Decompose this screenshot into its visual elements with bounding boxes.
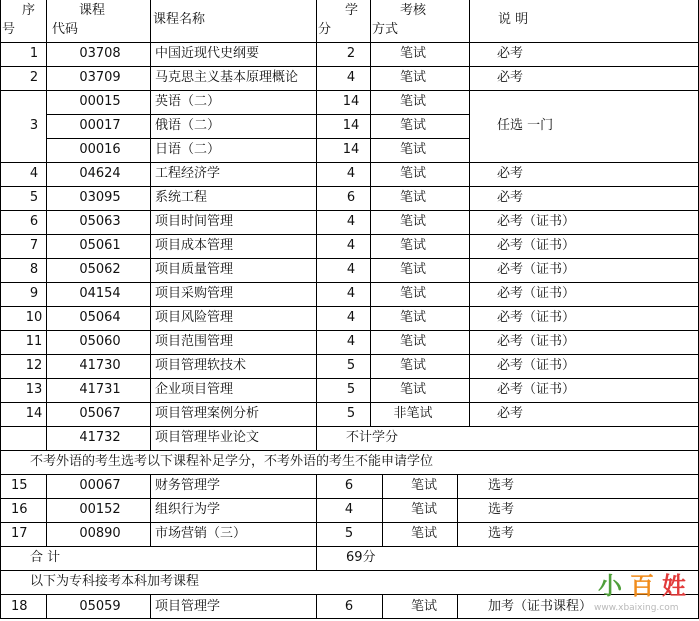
row-divider [0, 186, 699, 187]
course-name: 项目质量管理 [155, 262, 234, 277]
row-divider [0, 426, 699, 427]
course-seq: 13 [25, 382, 43, 397]
elective-name: 组织行为学 [155, 502, 221, 517]
thesis-credit: 不计学分 [346, 430, 399, 445]
course-note: 必考（证书） [497, 310, 576, 325]
thesis-code: 41732 [79, 430, 121, 445]
course-seq: 2 [29, 70, 39, 85]
elective-credit: 5 [344, 526, 354, 541]
course-name: 项目管理软技术 [155, 358, 247, 373]
row-divider [0, 498, 699, 499]
course-exam: 笔试 [399, 310, 427, 325]
row-divider [0, 234, 699, 235]
row-divider [0, 618, 699, 619]
course-code: 05062 [79, 262, 121, 277]
row-divider [0, 90, 699, 91]
column-divider [150, 0, 151, 450]
course-exam: 笔试 [399, 118, 427, 133]
course-seq: 4 [29, 166, 39, 181]
course-name: 项目成本管理 [155, 238, 234, 253]
extra-credit: 6 [344, 599, 354, 614]
row-divider [46, 114, 469, 115]
course-credit: 6 [346, 190, 356, 205]
row-divider [46, 138, 469, 139]
elective-seq: 16 [11, 502, 28, 517]
column-divider [457, 594, 458, 619]
course-credit: 14 [342, 94, 360, 109]
course-exam: 笔试 [399, 214, 427, 229]
elective-code: 00890 [79, 526, 121, 541]
course-name: 系统工程 [155, 190, 208, 205]
header-code-bottom: 代码 [52, 22, 79, 37]
course-seq: 7 [29, 238, 39, 253]
row-divider [0, 378, 699, 379]
course-credit: 4 [346, 286, 356, 301]
watermark-glyph: 姓 [662, 571, 686, 600]
course-exam: 笔试 [399, 286, 427, 301]
course-name: 项目范围管理 [155, 334, 234, 349]
elective-exam: 笔试 [410, 502, 438, 517]
course-code: 03708 [79, 46, 121, 61]
course-credit: 4 [346, 70, 356, 85]
course-credit: 4 [346, 262, 356, 277]
course-exam: 笔试 [399, 94, 427, 109]
column-divider [316, 474, 317, 570]
course-code: 05064 [79, 310, 121, 325]
row-divider [0, 306, 699, 307]
row-divider [0, 66, 699, 67]
course-code: 03709 [79, 70, 121, 85]
elective-note: 选考 [488, 502, 515, 517]
course-name: 英语（二） [155, 94, 221, 109]
course-code: 04624 [79, 166, 121, 181]
total-value: 69分 [346, 550, 376, 565]
course-seq: 9 [29, 286, 39, 301]
watermark-url: www.xbaixing.com [594, 603, 679, 613]
course-name: 项目管理案例分析 [155, 406, 260, 421]
course-seq: 6 [29, 214, 39, 229]
course-exam: 笔试 [399, 358, 427, 373]
column-divider [46, 594, 47, 619]
column-divider [150, 474, 151, 546]
course-note: 必考 [497, 46, 524, 61]
section-extra-note: 以下为专科接考本科加考课程 [30, 574, 200, 589]
course-note: 必考（证书） [497, 238, 576, 253]
total-label: 合 计 [30, 550, 61, 565]
elective-name: 市场营销（三） [155, 526, 247, 541]
course-exam: 非笔试 [393, 406, 433, 421]
row-divider [0, 330, 699, 331]
header-note: 说 明 [498, 12, 529, 27]
extra-note: 加考（证书课程） [488, 599, 593, 614]
course-seq: 8 [29, 262, 39, 277]
course-name: 企业项目管理 [155, 382, 234, 397]
course-credit: 4 [346, 334, 356, 349]
course-note: 必考（证书） [497, 214, 576, 229]
section-no-language-note: 不考外语的考生选考以下课程补足学分，不考外语的考生不能申请学位 [30, 454, 434, 469]
elective-exam: 笔试 [410, 526, 438, 541]
header-seq-top: 序 [22, 3, 36, 18]
course-seq: 11 [25, 334, 43, 349]
column-divider [46, 0, 47, 450]
row-divider [0, 522, 699, 523]
course-code: 41730 [79, 358, 121, 373]
course-note: 必考 [497, 406, 524, 421]
watermark-glyph: 小 [598, 571, 622, 600]
course-exam: 笔试 [399, 70, 427, 85]
column-divider [150, 594, 151, 619]
row-divider [0, 258, 699, 259]
elective-code: 00067 [79, 478, 121, 493]
course-note: 必考 [497, 166, 524, 181]
course-exam: 笔试 [399, 382, 427, 397]
course-name: 项目采购管理 [155, 286, 234, 301]
xbaixing-watermark [568, 566, 694, 618]
header-code-top: 课程 [79, 3, 106, 18]
course-credit: 4 [346, 238, 356, 253]
thesis-name: 项目管理毕业论文 [155, 430, 260, 445]
course-code: 41731 [79, 382, 121, 397]
course-credit: 14 [342, 142, 360, 157]
course-code: 05063 [79, 214, 121, 229]
course-note: 必考 [497, 70, 524, 85]
course-code: 05061 [79, 238, 121, 253]
course-note: 必考 [497, 190, 524, 205]
header-exam-top: 考核 [400, 3, 427, 18]
course-seq: 5 [29, 190, 39, 205]
row-divider [0, 450, 699, 451]
row-divider [0, 354, 699, 355]
header-course-name: 课程名称 [153, 12, 206, 27]
course-note: 必考（证书） [497, 262, 576, 277]
course-code: 05060 [79, 334, 121, 349]
course-credit: 4 [346, 310, 356, 325]
row-divider [0, 210, 699, 211]
course-seq: 12 [25, 358, 43, 373]
extra-exam: 笔试 [410, 599, 438, 614]
extra-seq: 18 [11, 599, 28, 614]
column-divider [316, 594, 317, 619]
row-divider [0, 42, 699, 43]
course-exam: 笔试 [399, 238, 427, 253]
course-credit: 5 [346, 358, 356, 373]
course-name: 项目风险管理 [155, 310, 234, 325]
row-divider [0, 282, 699, 283]
column-divider [0, 0, 1, 619]
header-seq-bottom: 号 [2, 22, 16, 37]
course-code: 00016 [79, 142, 121, 157]
column-divider [457, 474, 458, 546]
course-exam: 笔试 [399, 334, 427, 349]
extra-name: 项目管理学 [155, 599, 221, 614]
elective-seq: 15 [11, 478, 28, 493]
elective-exam: 笔试 [410, 478, 438, 493]
course-name: 日语（二） [155, 142, 221, 157]
course-note: 必考（证书） [497, 382, 576, 397]
extra-code: 05059 [79, 599, 121, 614]
row-divider [0, 162, 699, 163]
course-credit: 4 [346, 214, 356, 229]
course-seq: 14 [25, 406, 43, 421]
course-name: 中国近现代史纲要 [155, 46, 260, 61]
elective-seq: 17 [11, 526, 28, 541]
course-code: 00017 [79, 118, 121, 133]
language-group-seq: 3 [29, 118, 39, 133]
column-divider [469, 0, 470, 426]
course-code: 00015 [79, 94, 121, 109]
column-divider [382, 474, 383, 546]
course-credit: 2 [346, 46, 356, 61]
header-credit-bottom: 分 [318, 22, 332, 37]
course-exam: 笔试 [399, 46, 427, 61]
column-divider [382, 594, 383, 619]
language-group-note: 任选 一门 [497, 118, 554, 133]
course-exam: 笔试 [399, 262, 427, 277]
header-credit-top: 学 [345, 3, 359, 18]
course-exam: 笔试 [399, 142, 427, 157]
course-credit: 14 [342, 118, 360, 133]
course-code: 03095 [79, 190, 121, 205]
row-divider [0, 546, 699, 547]
header-exam-bottom: 方式 [372, 22, 399, 37]
elective-name: 财务管理学 [155, 478, 221, 493]
column-divider [46, 474, 47, 546]
course-seq: 10 [25, 310, 43, 325]
course-credit: 5 [346, 406, 356, 421]
course-seq: 1 [29, 46, 39, 61]
watermark-glyph: 百 [630, 571, 654, 600]
column-divider [316, 0, 317, 450]
course-note: 必考（证书） [497, 286, 576, 301]
course-name: 俄语（二） [155, 118, 221, 133]
course-name: 工程经济学 [155, 166, 221, 181]
course-credit: 5 [346, 382, 356, 397]
elective-credit: 6 [344, 478, 354, 493]
course-exam: 笔试 [399, 166, 427, 181]
course-name: 马克思主义基本原理概论 [155, 70, 299, 85]
course-note: 必考（证书） [497, 334, 576, 349]
elective-note: 选考 [488, 478, 515, 493]
row-divider [0, 474, 699, 475]
course-credit: 4 [346, 166, 356, 181]
elective-note: 选考 [488, 526, 515, 541]
course-code: 05067 [79, 406, 121, 421]
elective-code: 00152 [79, 502, 121, 517]
row-divider [0, 402, 699, 403]
elective-credit: 4 [344, 502, 354, 517]
course-code: 04154 [79, 286, 121, 301]
course-note: 必考（证书） [497, 358, 576, 373]
course-exam: 笔试 [399, 190, 427, 205]
course-name: 项目时间管理 [155, 214, 234, 229]
column-divider [370, 0, 371, 426]
